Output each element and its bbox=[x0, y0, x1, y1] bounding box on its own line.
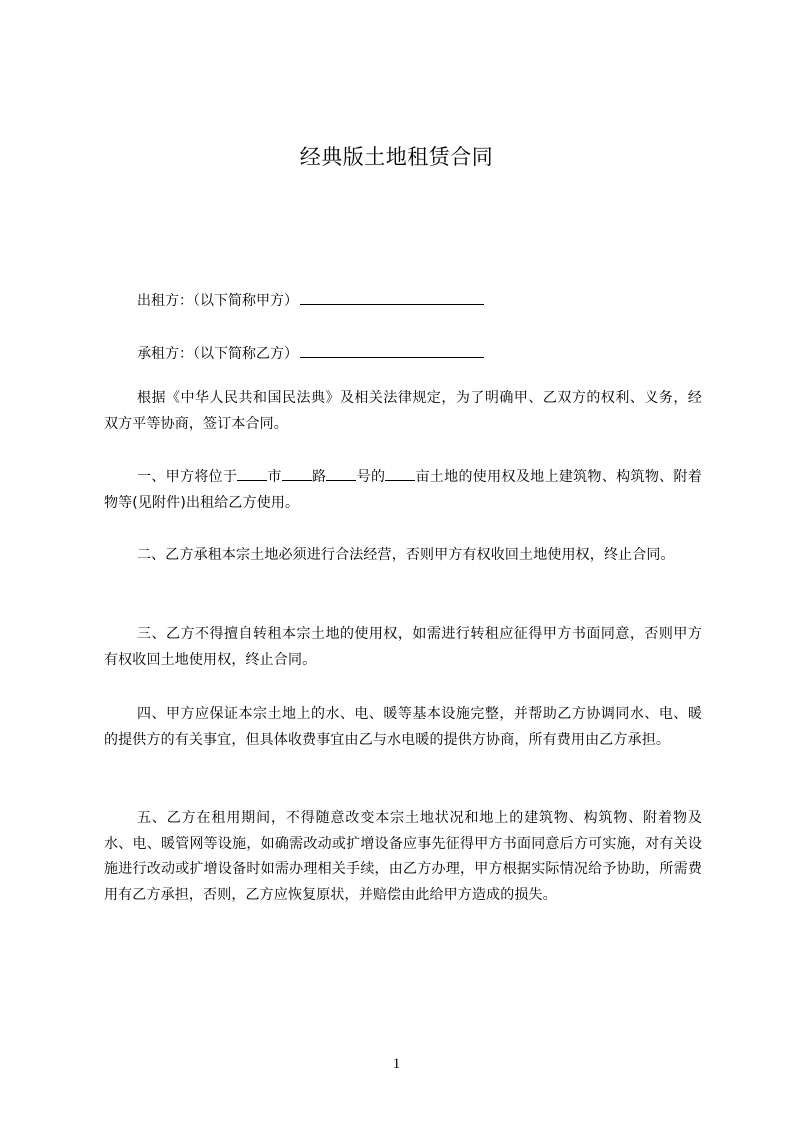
clause-3-paragraph: 三、乙方不得擅自转租本宗土地的使用权，如需进行转租应征得甲方书面同意，否则甲方有权收回土地使用权，终止合同。 bbox=[104, 626, 702, 668]
number-blank[interactable] bbox=[326, 466, 356, 481]
page-number: 1 bbox=[392, 1056, 401, 1072]
intro-paragraph: 根据《中华人民共和国民法典》及相关法律规定，为了明确甲、乙双方的权利、义务，经双方平等协商，签订本合同。 bbox=[104, 390, 702, 432]
clause-1-text-d: 号的 bbox=[356, 469, 386, 485]
clause-1-text-e: 亩土地的使用权及地上建筑物、构筑物、附着物等(见附件)出租给乙方使用。 bbox=[104, 469, 702, 511]
clause-5-paragraph: 五、乙方在租用期间，不得随意改变本宗土地状况和地上的建筑物、构筑物、附着物及水、电、暖管网等设施，如确需改动或扩增设备应事先征得甲方书面同意后方可实施，对有关设施进行改动或扩增设备时如需办理相关手续，由乙方办理，甲方根据实际情况给予协助，所需费用有乙方承担，否则，乙方应恢复原状，并赔偿由此给甲方造成的损失。 bbox=[104, 810, 702, 903]
acre-blank[interactable] bbox=[385, 466, 415, 481]
city-blank[interactable] bbox=[237, 466, 267, 481]
road-blank[interactable] bbox=[282, 466, 312, 481]
lessee-label: 承租方：（以下简称乙方） bbox=[137, 346, 298, 362]
lessor-blank[interactable] bbox=[300, 290, 484, 305]
lessor-label: 出租方：（以下简称甲方） bbox=[137, 293, 298, 309]
lessee-blank[interactable] bbox=[300, 343, 484, 358]
document-title: 经典版土地租赁合同 bbox=[299, 145, 494, 169]
clause-2-paragraph: 二、乙方承租本宗土地必须进行合法经营，否则甲方有权收回土地使用权，终止合同。 bbox=[137, 547, 675, 563]
clause-1-text-b: 市 bbox=[267, 469, 282, 485]
clause-1-text-a: 一、甲方将位于 bbox=[137, 469, 238, 485]
clause-4-paragraph: 四、甲方应保证本宗土地上的水、电、暖等基本设施完整，并帮助乙方协调同水、电、暖的提供方的有关事宜，但具体收费事宜由乙与水电暖的提供方协商，所有费用由乙方承担。 bbox=[104, 706, 702, 748]
clause-1-text-c: 路 bbox=[311, 469, 327, 485]
lessee-line bbox=[137, 343, 484, 364]
lessor-line bbox=[137, 290, 484, 311]
clause-1-paragraph bbox=[104, 465, 702, 516]
